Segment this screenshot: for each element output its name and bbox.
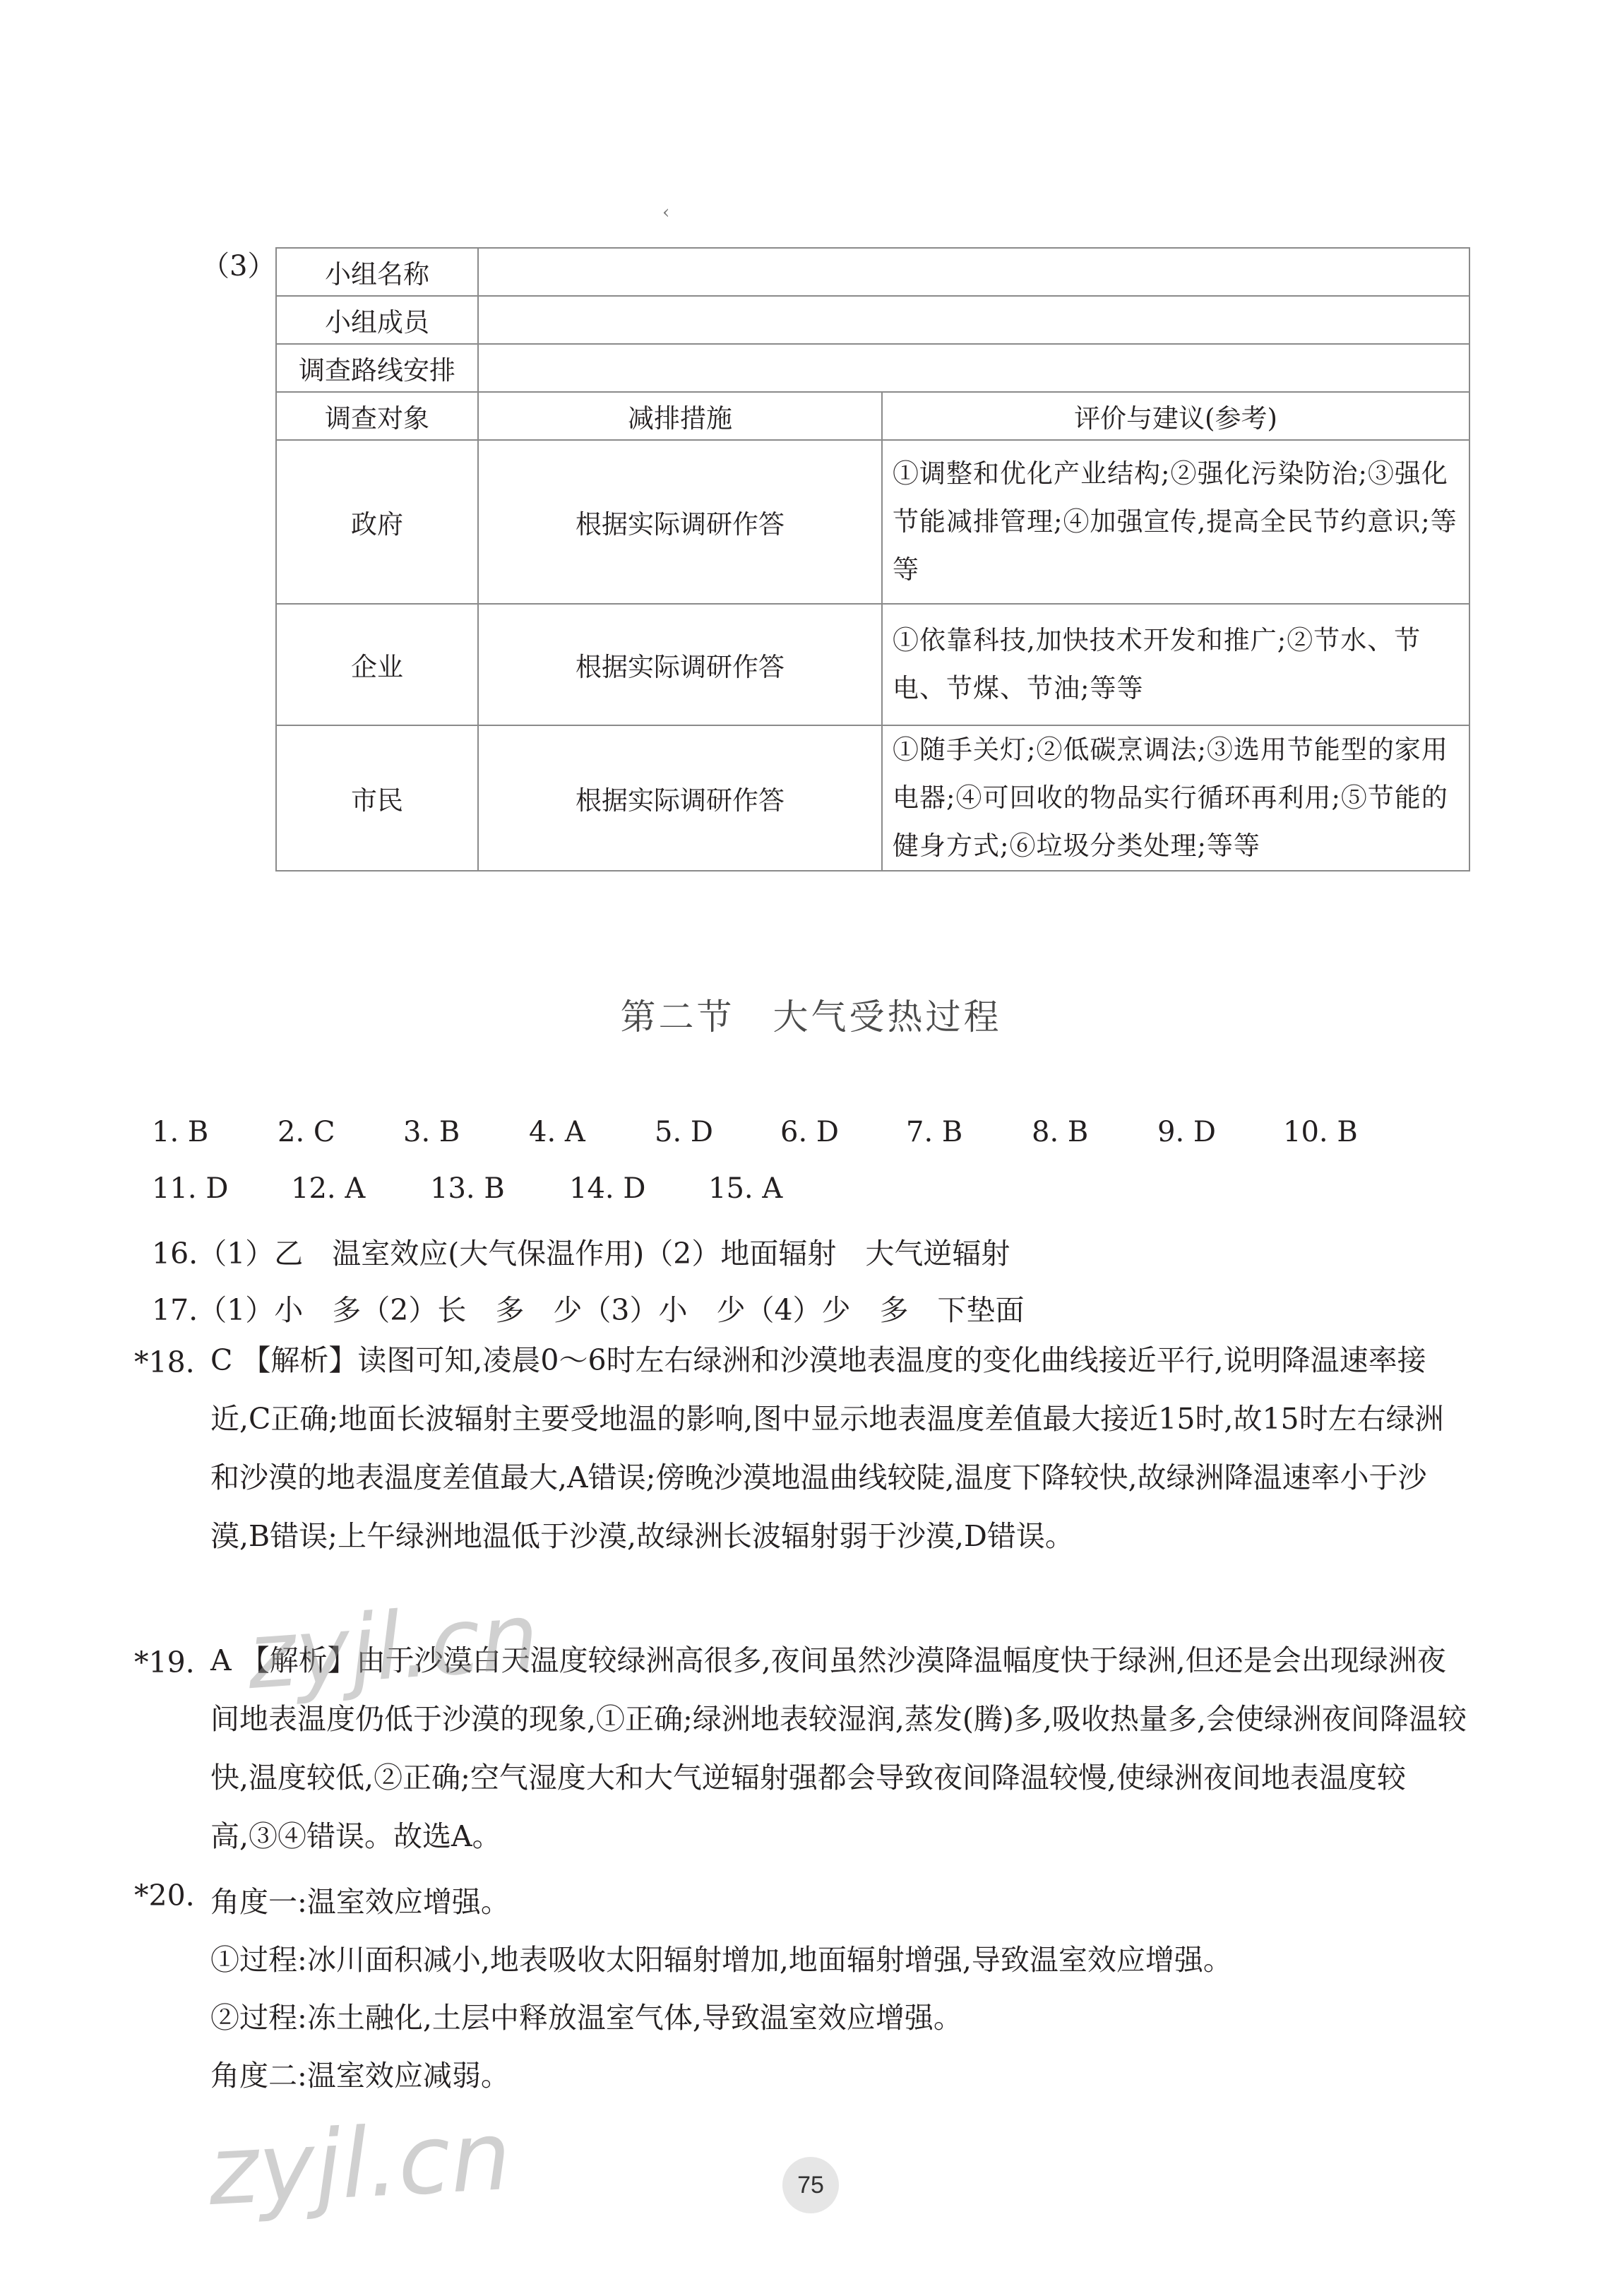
table-row xyxy=(276,344,1469,392)
answer-20-line: ①过程:冰川面积减小,地表吸收太阳辐射增加,地面辐射增强,导致温室效应增强。 xyxy=(210,1943,1232,1977)
answer-item: 14. D xyxy=(569,1172,646,1205)
question-20-number: *20. xyxy=(134,1879,195,1913)
route-plan-label: 调查路线安排 xyxy=(276,344,478,392)
survey-table xyxy=(275,247,1470,872)
measures-cell: 根据实际调研作答 xyxy=(478,604,882,725)
answer-item: 11. D xyxy=(152,1172,229,1205)
answer-item: 1. B xyxy=(152,1116,209,1148)
table-row xyxy=(276,440,1469,604)
question-19-number: *19. xyxy=(134,1646,195,1679)
table-header-row xyxy=(276,392,1469,440)
answer-19-text: A 【解析】由于沙漠白天温度较绿洲高很多,夜间虽然沙漠降温幅度快于绿洲,但还是会出现绿洲夜间地表温度仍低于沙漠的现象,①正确;绿洲地表较湿润,蒸发(腾)多,吸收热量多,会使绿洲夜间降温较快,温度较低,②正确;空气湿度大和大气逆辐射强都会导致夜间降温较慢,使绿洲夜间地表温度较高,③④错误。故选A。 xyxy=(210,1643,1467,1853)
question-3-label: （3） xyxy=(201,250,276,282)
measures-cell: 根据实际调研作答 xyxy=(478,725,882,871)
group-members-label: 小组成员 xyxy=(276,296,478,344)
watermark: zyjl.cn xyxy=(244,1582,542,1711)
table-row xyxy=(276,296,1469,344)
group-members-field xyxy=(478,296,1469,344)
answer-item: 6. D xyxy=(780,1116,839,1148)
advice-cell: ①随手关灯;②低碳烹调法;③选用节能型的家用电器;④可回收的物品实行循环再利用;⑤节能的健身方式;⑥垃圾分类处理;等等 xyxy=(882,725,1469,871)
answer-17: 17.（1）小 多（2）长 多 少（3）小 少（4）少 多 下垫面 xyxy=(152,1293,1025,1327)
object-cell: 政府 xyxy=(276,440,478,604)
page-number: 75 xyxy=(782,2157,839,2213)
answer-item: 5. D xyxy=(655,1116,713,1148)
watermark: zyjl.cn xyxy=(205,2100,514,2227)
answer-item: 4. A xyxy=(529,1116,585,1148)
answer-item: 12. A xyxy=(291,1172,366,1205)
group-name-label: 小组名称 xyxy=(276,248,478,296)
advice-cell: ①依靠科技,加快技术开发和推广;②节水、节电、节煤、节油;等等 xyxy=(882,604,1469,725)
answer-item: 9. D xyxy=(1157,1116,1216,1148)
question-18-number: *18. xyxy=(134,1345,195,1379)
answer-item: 8. B xyxy=(1032,1116,1089,1148)
stray-mark: ‹ xyxy=(662,202,670,223)
table-row xyxy=(276,248,1469,296)
table-row xyxy=(276,604,1469,725)
answer-18-text: C 【解析】读图可知,凌晨0～6时左右绿洲和沙漠地表温度的变化曲线接近平行,说明降温速率接近,C正确;地面长波辐射主要受地温的影响,图中显示地表温度差值最大接近15时,故15时左右绿洲和沙漠的地表温度差值最大,A错误;傍晚沙漠地温曲线较陡,温度下降较快,故绿洲降温速率小于沙漠,B错误;上午绿洲地温低于沙漠,故绿洲长波辐射弱于沙漠,D错误。 xyxy=(210,1343,1444,1553)
advice-cell: ①调整和优化产业结构;②强化污染防治;③强化节能减排管理;④加强宣传,提高全民节约意识;等等 xyxy=(882,440,1469,604)
group-name-field xyxy=(478,248,1469,296)
object-cell: 企业 xyxy=(276,604,478,725)
header-object: 调查对象 xyxy=(276,392,478,440)
section-title: 第二节 大气受热过程 xyxy=(620,997,1002,1037)
route-plan-field xyxy=(478,344,1469,392)
answer-item: 3. B xyxy=(403,1116,460,1148)
answer-item: 13. B xyxy=(430,1172,505,1205)
answer-item: 15. A xyxy=(708,1172,783,1205)
header-advice: 评价与建议(参考) xyxy=(882,392,1469,440)
answer-item: 10. B xyxy=(1283,1116,1358,1148)
table-row xyxy=(276,725,1469,871)
answer-20-line: 角度一:温室效应增强。 xyxy=(210,1885,510,1919)
answers-row-2 xyxy=(152,1172,847,1205)
answer-item: 2. C xyxy=(278,1116,335,1148)
answer-16: 16.（1）乙 温室效应(大气保温作用)（2）地面辐射 大气逆辐射 xyxy=(152,1237,1010,1271)
answer-20-line: ②过程:冻土融化,土层中释放温室气体,导致温室效应增强。 xyxy=(210,2001,962,2035)
measures-cell: 根据实际调研作答 xyxy=(478,440,882,604)
object-cell: 市民 xyxy=(276,725,478,871)
answer-20-line: 角度二:温室效应减弱。 xyxy=(210,2059,510,2093)
answers-row-1 xyxy=(152,1116,1409,1148)
header-measures: 减排措施 xyxy=(478,392,882,440)
answer-item: 7. B xyxy=(906,1116,963,1148)
